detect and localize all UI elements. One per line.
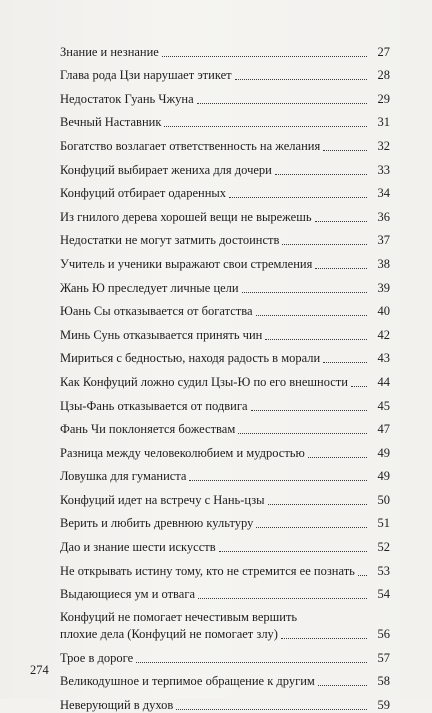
toc-entry: [60, 343, 390, 367]
toc-entry-title: Великодушное и терпимое обращение к другим: [60, 674, 315, 689]
toc-entry-title: Глава рода Цзи нарушает этикет: [60, 68, 232, 83]
table-of-contents: [60, 36, 390, 713]
toc-entry-page: 37: [377, 233, 390, 248]
dot-leader: [198, 598, 367, 599]
toc-entry-title: Выдающиеся ум и отвага: [60, 587, 196, 602]
toc-entry: [60, 390, 390, 414]
toc-entry-title: Минь Сунь отказывается принять чин: [60, 327, 263, 342]
toc-entry-title: Недостатки не могут затмить достоинств: [60, 233, 280, 248]
toc-entry-page: 28: [377, 68, 390, 83]
dot-leader: [323, 150, 367, 151]
toc-entry: [60, 83, 390, 107]
toc-entry-title: Не открывать истину тому, кто не стремится ее познать: [60, 563, 355, 578]
toc-entry-page: 44: [377, 374, 390, 389]
dot-leader: [265, 339, 367, 340]
toc-entry-title: Ловушка для гуманиста: [60, 469, 187, 484]
dot-leader: [164, 126, 367, 127]
dot-leader: [282, 244, 367, 245]
toc-entry: [60, 437, 390, 461]
toc-entry-title: Как Конфуций ложно судил Цзы-Ю по его внешности: [60, 374, 348, 389]
toc-entry-page: 52: [377, 540, 390, 555]
toc-entry-page: 50: [377, 492, 390, 507]
toc-entry-page: 42: [377, 327, 390, 342]
toc-entry-line2: [60, 627, 390, 642]
toc-entry-page: 59: [377, 698, 390, 713]
dot-leader: [275, 174, 367, 175]
toc-entry: [60, 272, 390, 296]
dot-leader: [176, 709, 367, 710]
toc-entry-title: Цзы-Фань отказывается от подвига: [60, 398, 248, 413]
toc-entry: [60, 484, 390, 508]
toc-entry-title: Конфуций выбирает жениха для дочери: [60, 162, 272, 177]
toc-entry: [60, 642, 390, 666]
toc-entry-page: 32: [377, 138, 390, 153]
dot-leader: [229, 197, 367, 198]
toc-entry: [60, 107, 390, 131]
toc-entry: [60, 225, 390, 249]
toc-entry-title: Знание и незнание: [60, 44, 159, 59]
toc-entry-title: Разница между человеколюбием и мудростью: [60, 445, 305, 460]
page-number: 274: [30, 663, 49, 677]
dot-leader: [318, 685, 367, 686]
toc-entry-page: 58: [377, 674, 390, 689]
toc-entry: [60, 296, 390, 320]
dot-leader: [268, 504, 367, 505]
toc-entry: [60, 414, 390, 438]
toc-entry: [60, 36, 390, 60]
toc-entry-title: Трое в дороге: [60, 650, 134, 665]
dot-leader: [323, 362, 367, 363]
toc-entry-page: 53: [377, 563, 390, 578]
dot-leader: [189, 480, 367, 481]
toc-entry: [60, 201, 390, 225]
dot-leader: [351, 386, 367, 387]
toc-entry-title: Конфуций отбирает одаренных: [60, 186, 227, 201]
toc-entry-multiline: [60, 602, 390, 642]
toc-entry-title: Конфуций идет на встречу с Нань-цзы: [60, 492, 265, 507]
toc-entry-page: 40: [377, 304, 390, 319]
toc-entry-page: 33: [377, 162, 390, 177]
toc-entry-title: Из гнилого дерева хорошей вещи не вырежешь: [60, 209, 312, 224]
toc-entry: [60, 531, 390, 555]
toc-entry-page: 27: [377, 44, 390, 59]
toc-entry-page: 36: [377, 209, 390, 224]
dot-leader: [315, 221, 367, 222]
toc-entry-title: Фань Чи поклоняется божествам: [60, 422, 236, 437]
toc-entry: [60, 689, 390, 713]
toc-entry: [60, 154, 390, 178]
toc-entry-title-line2: плохие дела (Конфуций не помогает злу): [60, 627, 278, 642]
dot-leader: [136, 662, 367, 663]
toc-entry: [60, 366, 390, 390]
toc-entry-title: Дао и знание шести искусств: [60, 540, 216, 555]
dot-leader: [197, 103, 367, 104]
toc-entry: [60, 319, 390, 343]
dot-leader: [256, 315, 367, 316]
toc-entry: [60, 130, 390, 154]
toc-entry-page: 47: [377, 422, 390, 437]
toc-entry-title: Жань Ю преследует личные цели: [60, 280, 239, 295]
toc-entry-title: Недостаток Гуань Чжуна: [60, 91, 194, 106]
dot-leader: [242, 292, 367, 293]
toc-entry-title-line1: Конфуций не помогает нечестивым вершить: [60, 610, 298, 625]
toc-entry-title: Верить и любить древнюю культуру: [60, 516, 254, 531]
toc-entry-page: 29: [377, 91, 390, 106]
dot-leader: [256, 527, 367, 528]
toc-entry: [60, 555, 390, 579]
toc-entry-page: 31: [377, 115, 390, 130]
toc-entry: [60, 508, 390, 532]
toc-entry-page: 49: [377, 469, 390, 484]
dot-leader: [238, 433, 367, 434]
toc-entry-page: 43: [377, 351, 390, 366]
toc-entry-page: 34: [377, 186, 390, 201]
toc-entry-title: Вечный Наставник: [60, 115, 162, 130]
toc-entry-page: 45: [377, 398, 390, 413]
dot-leader: [308, 457, 367, 458]
toc-entry-page: 51: [377, 516, 390, 531]
toc-entry: [60, 60, 390, 84]
toc-entry-title: Богатство возлагает ответственность на желания: [60, 138, 321, 153]
dot-leader: [162, 56, 367, 57]
toc-entry: [60, 666, 390, 690]
dot-leader: [235, 79, 367, 80]
dot-leader: [219, 551, 367, 552]
toc-entry-title: Мириться с бедностью, находя радость в морали: [60, 351, 321, 366]
toc-entry-page: 56: [377, 627, 390, 642]
toc-entry-page: 54: [377, 587, 390, 602]
toc-entry-page: 57: [377, 650, 390, 665]
toc-entry: [60, 178, 390, 202]
toc-entry-page: 38: [377, 256, 390, 271]
toc-entry: [60, 461, 390, 485]
dot-leader: [315, 268, 367, 269]
toc-entry-title: Неверующий в духов: [60, 698, 174, 713]
toc-entry-page: 49: [377, 445, 390, 460]
dot-leader: [281, 638, 367, 639]
toc-entry-title: Учитель и ученики выражают свои стремления: [60, 256, 313, 271]
toc-entry-page: 39: [377, 280, 390, 295]
dot-leader: [358, 575, 367, 576]
dot-leader: [251, 410, 367, 411]
toc-entry: [60, 248, 390, 272]
toc-entry-title: Юань Сы отказывается от богатства: [60, 304, 253, 319]
toc-entry: [60, 579, 390, 603]
